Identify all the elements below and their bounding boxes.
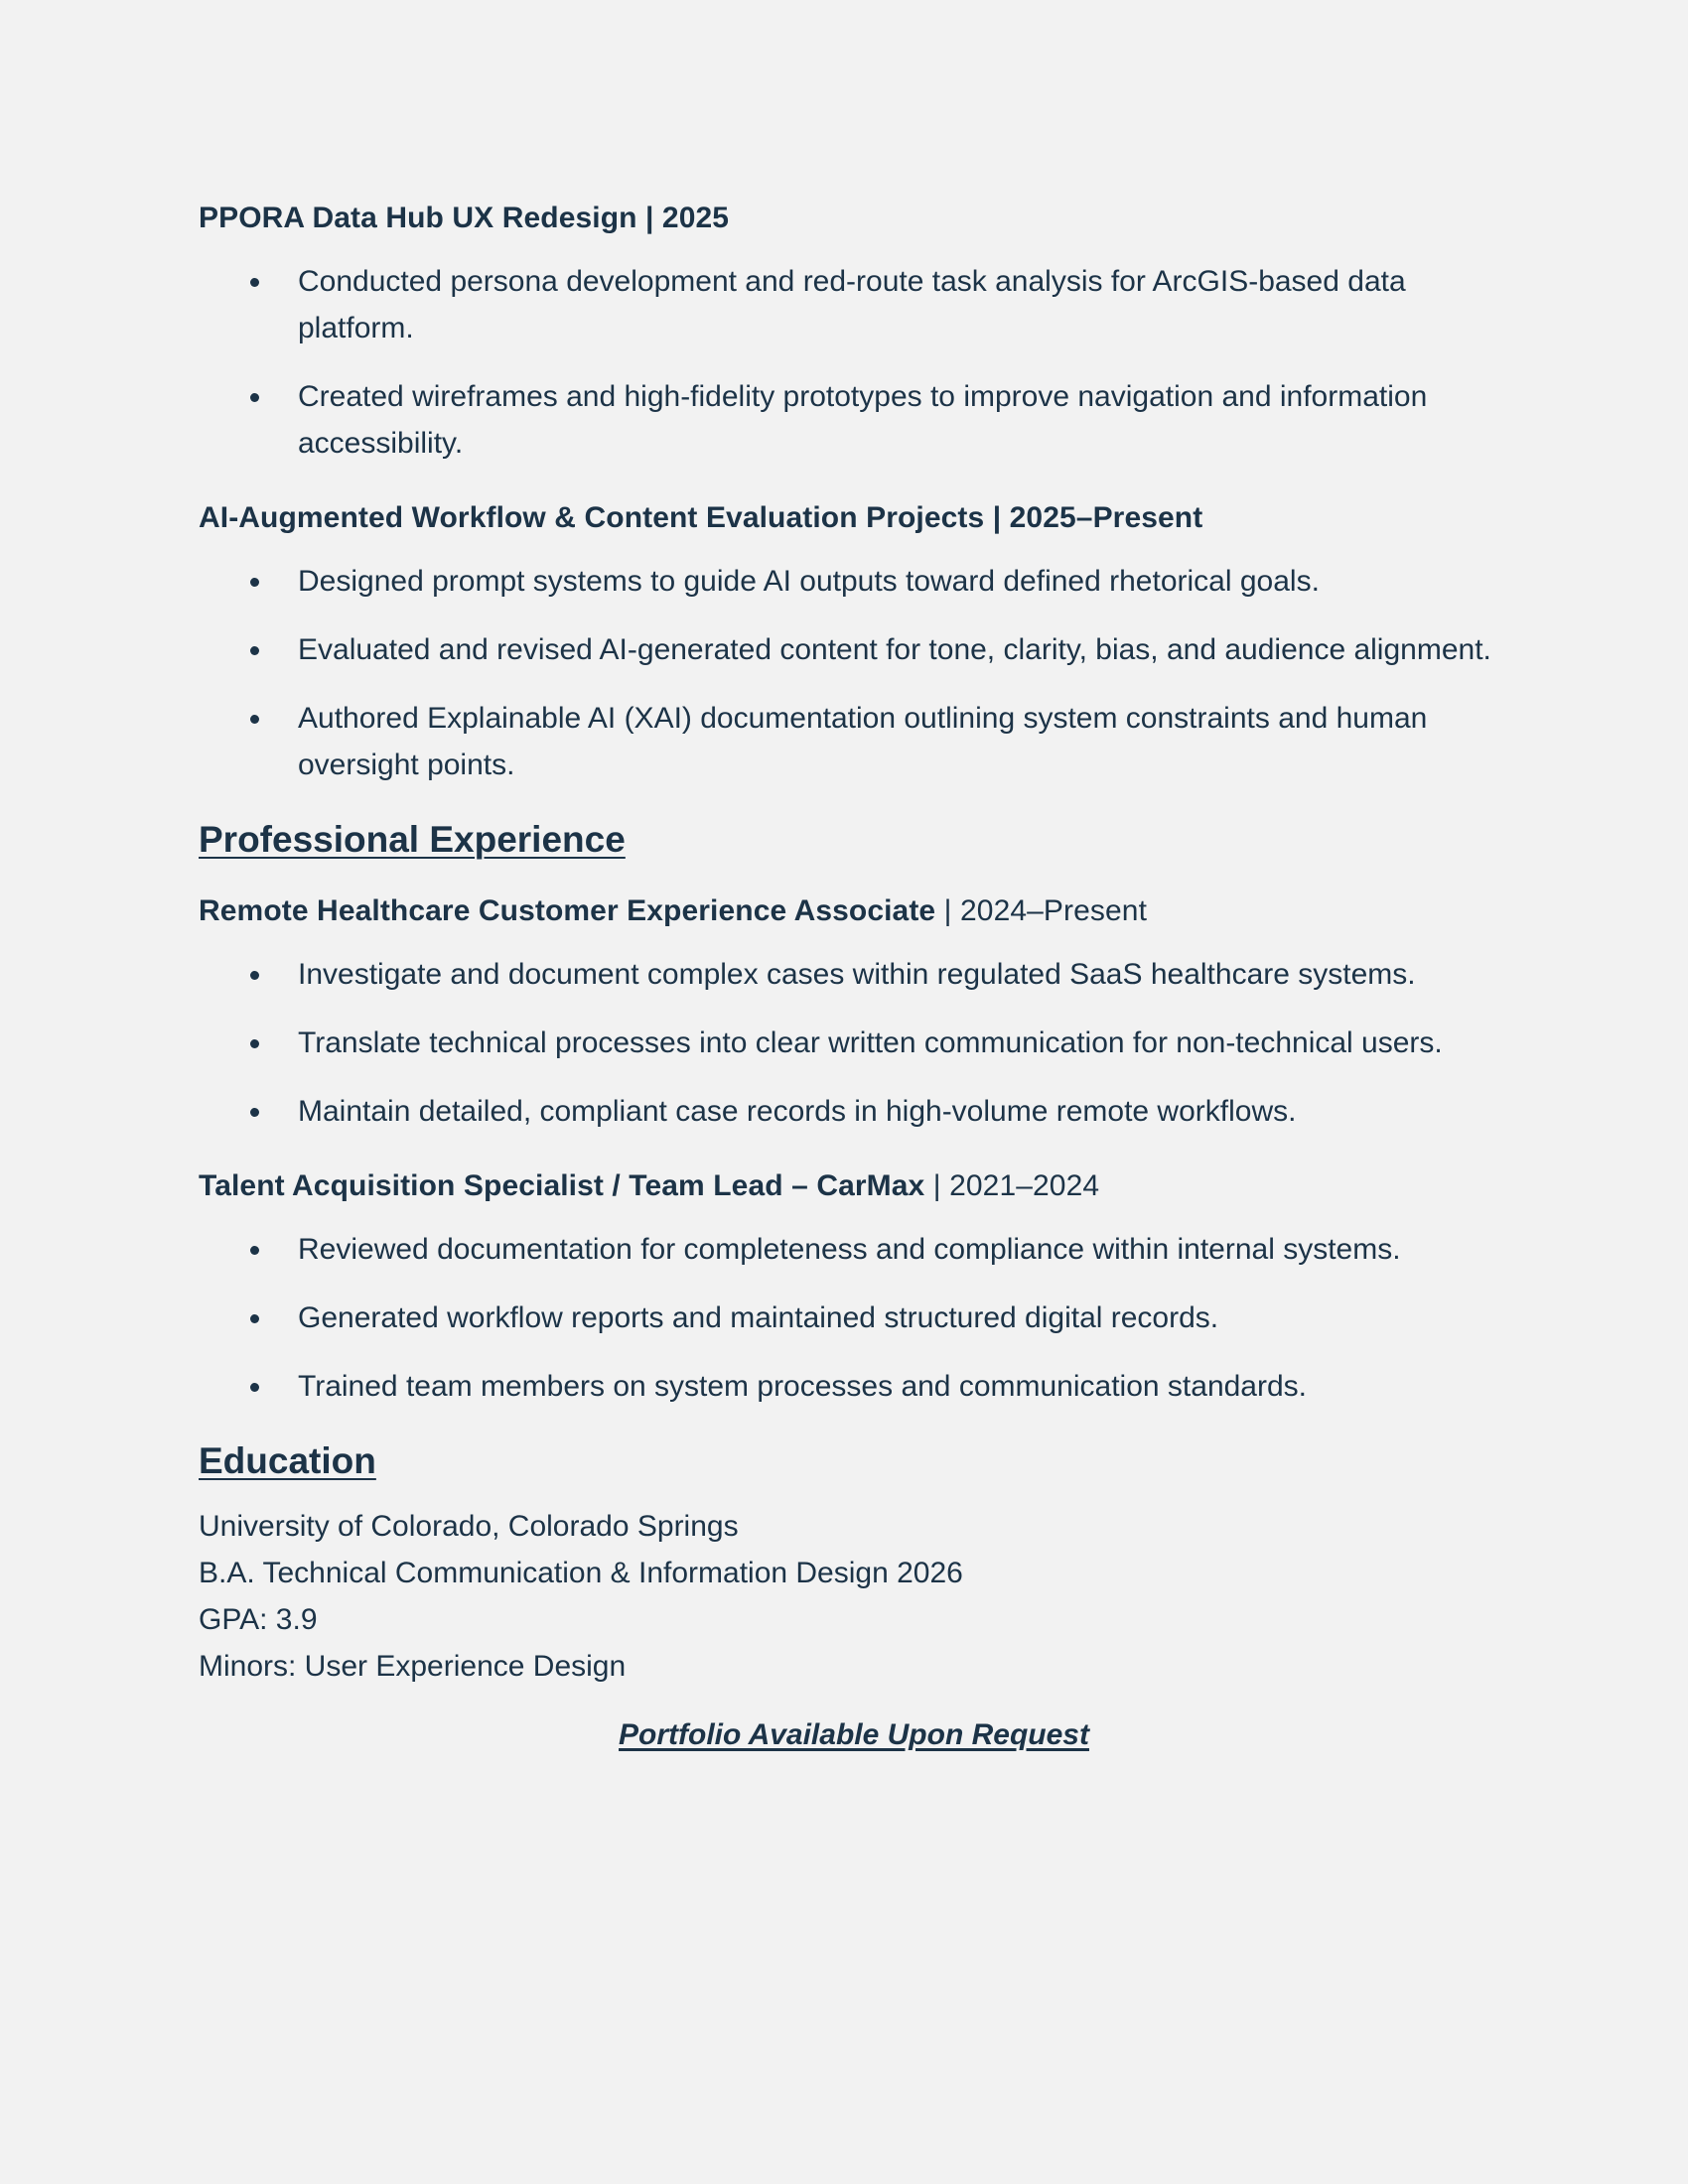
job-carmax bbox=[199, 1157, 1509, 1410]
bullet-icon bbox=[250, 578, 259, 587]
project-bullets bbox=[199, 258, 1509, 467]
project-bullets bbox=[199, 558, 1509, 788]
bullet-icon bbox=[250, 715, 259, 724]
project-ai-workflow bbox=[199, 488, 1509, 788]
project-title: AI-Augmented Workflow & Content Evaluation Projects | 2025–Present bbox=[199, 501, 1203, 534]
bullet-icon bbox=[250, 393, 259, 402]
list-item: Reviewed documentation for completeness and compliance within internal systems. bbox=[199, 1226, 1509, 1273]
portfolio-note: Portfolio Available Upon Request bbox=[619, 1718, 1089, 1751]
list-item: Designed prompt systems to guide AI outputs toward defined rhetorical goals. bbox=[199, 558, 1509, 605]
list-item: Generated workflow reports and maintained structured digital records. bbox=[199, 1295, 1509, 1341]
section-heading-experience: Professional Experience bbox=[199, 819, 626, 860]
list-item: Authored Explainable AI (XAI) documentation outlining system constraints and human oversight points. bbox=[199, 695, 1509, 788]
list-item: Investigate and document complex cases within regulated SaaS healthcare systems. bbox=[199, 951, 1509, 998]
list-item: Created wireframes and high-fidelity prototypes to improve navigation and information accessibility. bbox=[199, 373, 1509, 467]
bullet-icon bbox=[250, 971, 259, 980]
list-item: Trained team members on system processes and communication standards. bbox=[199, 1363, 1509, 1410]
bullet-icon bbox=[250, 1246, 259, 1255]
list-item: Conducted persona development and red-route task analysis for ArcGIS-based data platform. bbox=[199, 258, 1509, 351]
bullet-icon bbox=[250, 1039, 259, 1048]
bullet-icon bbox=[250, 1108, 259, 1117]
education-school: University of Colorado, Colorado Springs bbox=[199, 1510, 739, 1543]
job-bullets bbox=[199, 951, 1509, 1135]
education-degree: B.A. Technical Communication & Information Design 2026 bbox=[199, 1557, 963, 1589]
list-item: Translate technical processes into clear written communication for non-technical users. bbox=[199, 1020, 1509, 1066]
section-heading-education: Education bbox=[199, 1440, 376, 1481]
bullet-icon bbox=[250, 1314, 259, 1323]
project-ppora bbox=[199, 189, 1509, 467]
job-title: Talent Acquisition Specialist / Team Lead – CarMax | 2021–2024 bbox=[199, 1169, 1100, 1202]
education-minors: Minors: User Experience Design bbox=[199, 1650, 627, 1683]
education-gpa: GPA: 3.9 bbox=[199, 1603, 318, 1636]
job-healthcare bbox=[199, 882, 1509, 1135]
list-item: Maintain detailed, compliant case records in high-volume remote workflows. bbox=[199, 1088, 1509, 1135]
bullet-icon bbox=[250, 1383, 259, 1392]
job-title: Remote Healthcare Customer Experience Associate | 2024–Present bbox=[199, 894, 1148, 927]
bullet-icon bbox=[250, 278, 259, 287]
bullet-icon bbox=[250, 646, 259, 655]
job-bullets bbox=[199, 1226, 1509, 1410]
education-block bbox=[199, 1503, 1509, 1690]
resume-page bbox=[199, 189, 1509, 1758]
project-title: PPORA Data Hub UX Redesign | 2025 bbox=[199, 202, 730, 234]
list-item: Evaluated and revised AI-generated content for tone, clarity, bias, and audience alignment. bbox=[199, 626, 1509, 673]
